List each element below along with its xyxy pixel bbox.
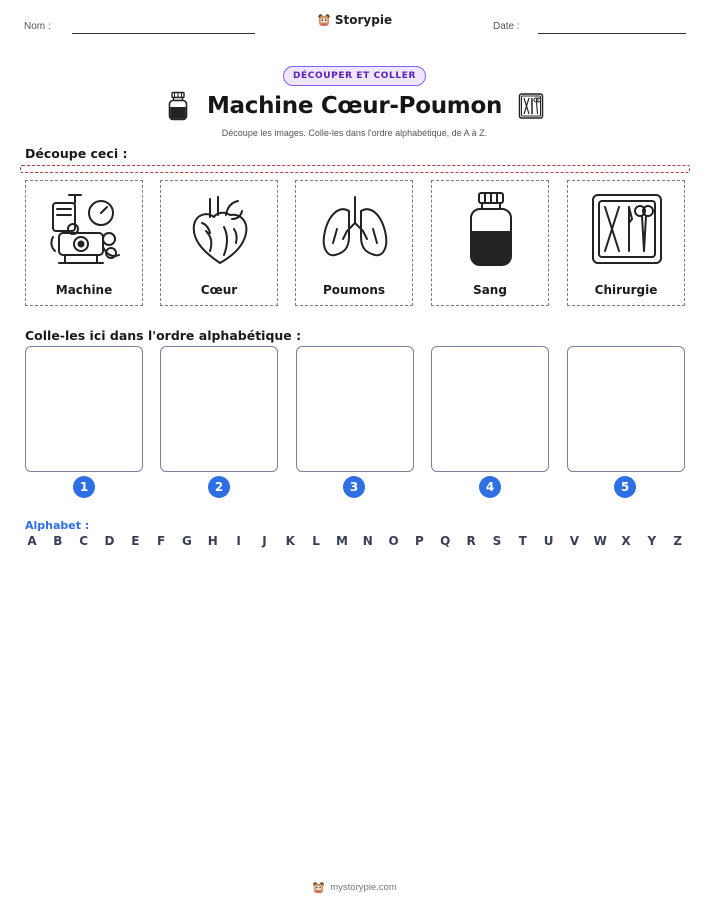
alphabet-letter: V <box>569 534 580 548</box>
alphabet-letter: F <box>157 534 166 548</box>
name-label: Nom : <box>24 21 51 32</box>
number-badge-2: 2 <box>208 476 230 498</box>
alphabet-letter: K <box>285 534 295 548</box>
alphabet-letter: P <box>415 534 424 548</box>
alphabet-letter: T <box>518 534 527 548</box>
storypie-logo-icon <box>312 881 325 894</box>
machine-icon <box>45 189 125 269</box>
number-badge-5: 5 <box>614 476 636 498</box>
alphabet-label: Alphabet : <box>25 519 90 532</box>
alphabet-letter: D <box>104 534 115 548</box>
paste-box-2[interactable] <box>160 346 278 472</box>
footer <box>0 881 709 894</box>
alphabet-letter: U <box>543 534 554 548</box>
footer-url: mystorypie.com <box>330 882 397 893</box>
instructions: Découpe les images. Colle-les dans l'ordre alphabétique, de A à Z. <box>221 128 488 138</box>
brand-name: Storypie <box>334 13 393 27</box>
heart-icon <box>180 189 260 269</box>
name-line <box>72 33 255 34</box>
card-label: Chirurgie <box>594 283 658 297</box>
card-label: Machine <box>55 283 113 297</box>
alphabet-letter: Y <box>647 534 657 548</box>
cut-card-blood[interactable] <box>431 180 549 306</box>
card-label: Poumons <box>322 283 385 297</box>
paste-box-1[interactable] <box>25 346 143 472</box>
page-title: Machine Cœur-Poumon <box>206 93 503 119</box>
date-label: Date : <box>493 21 520 32</box>
storypie-logo-icon <box>317 13 331 27</box>
cut-line <box>20 165 690 173</box>
surgery-tools-icon <box>587 189 667 269</box>
alphabet-letter: M <box>335 534 348 548</box>
alphabet-letter: X <box>621 534 631 548</box>
paste-section-label: Colle-les ici dans l'ordre alphabétique : <box>25 328 302 343</box>
alphabet-letter: H <box>207 534 218 548</box>
number-badge-1: 1 <box>73 476 95 498</box>
cut-cards <box>25 180 685 306</box>
alphabet-row <box>25 534 685 548</box>
alphabet-letter: N <box>362 534 373 548</box>
alphabet-letter: Q <box>440 534 451 548</box>
card-label: Sang <box>473 283 507 297</box>
brand-logo <box>0 13 709 27</box>
cut-card-lungs[interactable] <box>295 180 413 306</box>
surgery-tools-icon <box>518 91 544 121</box>
alphabet-letter: I <box>236 534 241 548</box>
alphabet-letter: J <box>262 534 267 548</box>
alphabet-letter: O <box>388 534 399 548</box>
activity-badge: DÉCOUPER ET COLLER <box>283 66 426 86</box>
alphabet-letter: A <box>27 534 37 548</box>
alphabet-letter: W <box>593 534 607 548</box>
lungs-icon <box>315 189 395 269</box>
number-badge-4: 4 <box>479 476 501 498</box>
paste-box-4[interactable] <box>431 346 549 472</box>
alphabet-letter: L <box>312 534 320 548</box>
cut-section-label: Découpe ceci : <box>25 146 128 161</box>
alphabet-letter: R <box>466 534 476 548</box>
paste-box-5[interactable] <box>567 346 685 472</box>
alphabet-letter: G <box>182 534 192 548</box>
blood-jar-icon <box>165 91 191 121</box>
blood-jar-icon <box>451 189 531 269</box>
date-line <box>538 33 686 34</box>
alphabet-letter: C <box>79 534 89 548</box>
cut-card-heart[interactable] <box>160 180 278 306</box>
cut-card-machine[interactable] <box>25 180 143 306</box>
cut-card-surgery[interactable] <box>567 180 685 306</box>
alphabet-letter: E <box>131 534 140 548</box>
card-label: Cœur <box>200 283 238 297</box>
alphabet-letter: S <box>492 534 502 548</box>
paste-box-3[interactable] <box>296 346 414 472</box>
alphabet-letter: B <box>53 534 63 548</box>
alphabet-letter: Z <box>673 534 683 548</box>
number-badge-3: 3 <box>343 476 365 498</box>
